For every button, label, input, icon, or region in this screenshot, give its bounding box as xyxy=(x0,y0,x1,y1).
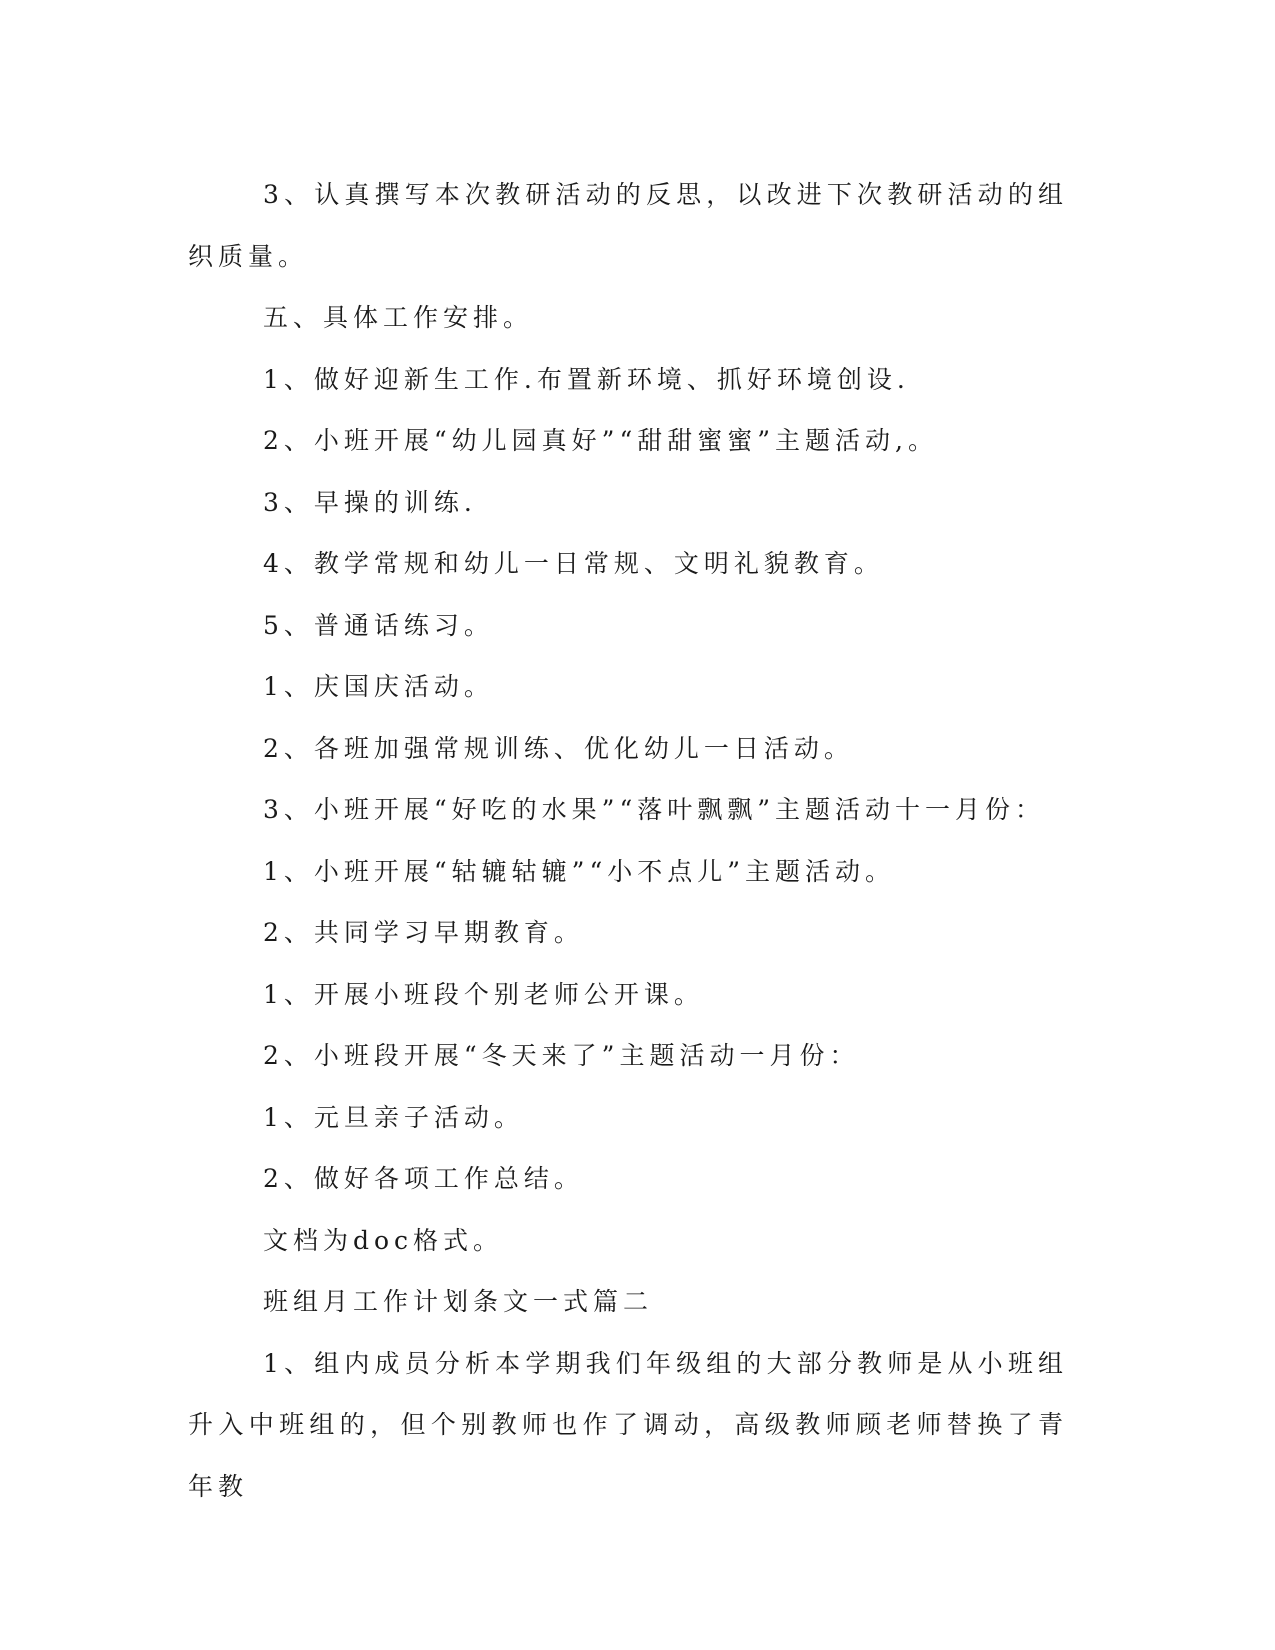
list-item: 1、做好迎新生工作.布置新环境、抓好环境创设. xyxy=(263,364,910,394)
paragraph-group-analysis: 1、组内成员分析本学期我们年级组的大部分教师是从小班组升入中班组的，但个别教师也作了调动，高级教师顾老师替换了青年教 xyxy=(188,1348,1068,1501)
list-item: 3、早操的训练. xyxy=(263,487,477,517)
list-item: 2、小班段开展“冬天来了”主题活动一月份： xyxy=(263,1041,860,1070)
list-item: 1、庆国庆活动。 xyxy=(263,672,494,701)
list-item: 1、元旦亲子活动。 xyxy=(263,1102,524,1132)
section-heading-work-arrangement: 五、具体工作安排。 xyxy=(263,303,534,332)
format-note: 文档为doc格式。 xyxy=(263,1225,504,1255)
list-item: 2、小班开展“幼儿园真好”“甜甜蜜蜜”主题活动,。 xyxy=(263,426,938,455)
list-item: 2、做好各项工作总结。 xyxy=(263,1164,584,1193)
section-title-part-two: 班组月工作计划条文一式篇二 xyxy=(263,1287,654,1316)
list-item: 3、小班开展“好吃的水果”“落叶飘飘”主题活动十一月份： xyxy=(263,795,1046,824)
paragraph-reflection: 3、认真撰写本次教研活动的反思，以改进下次教研活动的组织质量。 xyxy=(188,180,1068,271)
list-item: 1、开展小班段个别老师公开课。 xyxy=(263,979,704,1009)
list-item: 2、共同学习早期教育。 xyxy=(263,918,584,947)
list-item: 2、各班加强常规训练、优化幼儿一日活动。 xyxy=(263,733,854,763)
list-item: 1、小班开展“轱辘轱辘”“小不点儿”主题活动。 xyxy=(263,856,896,886)
list-item: 5、普通话练习。 xyxy=(263,610,494,640)
list-item: 4、教学常规和幼儿一日常规、文明礼貌教育。 xyxy=(263,549,884,578)
document-body xyxy=(188,164,1068,1517)
